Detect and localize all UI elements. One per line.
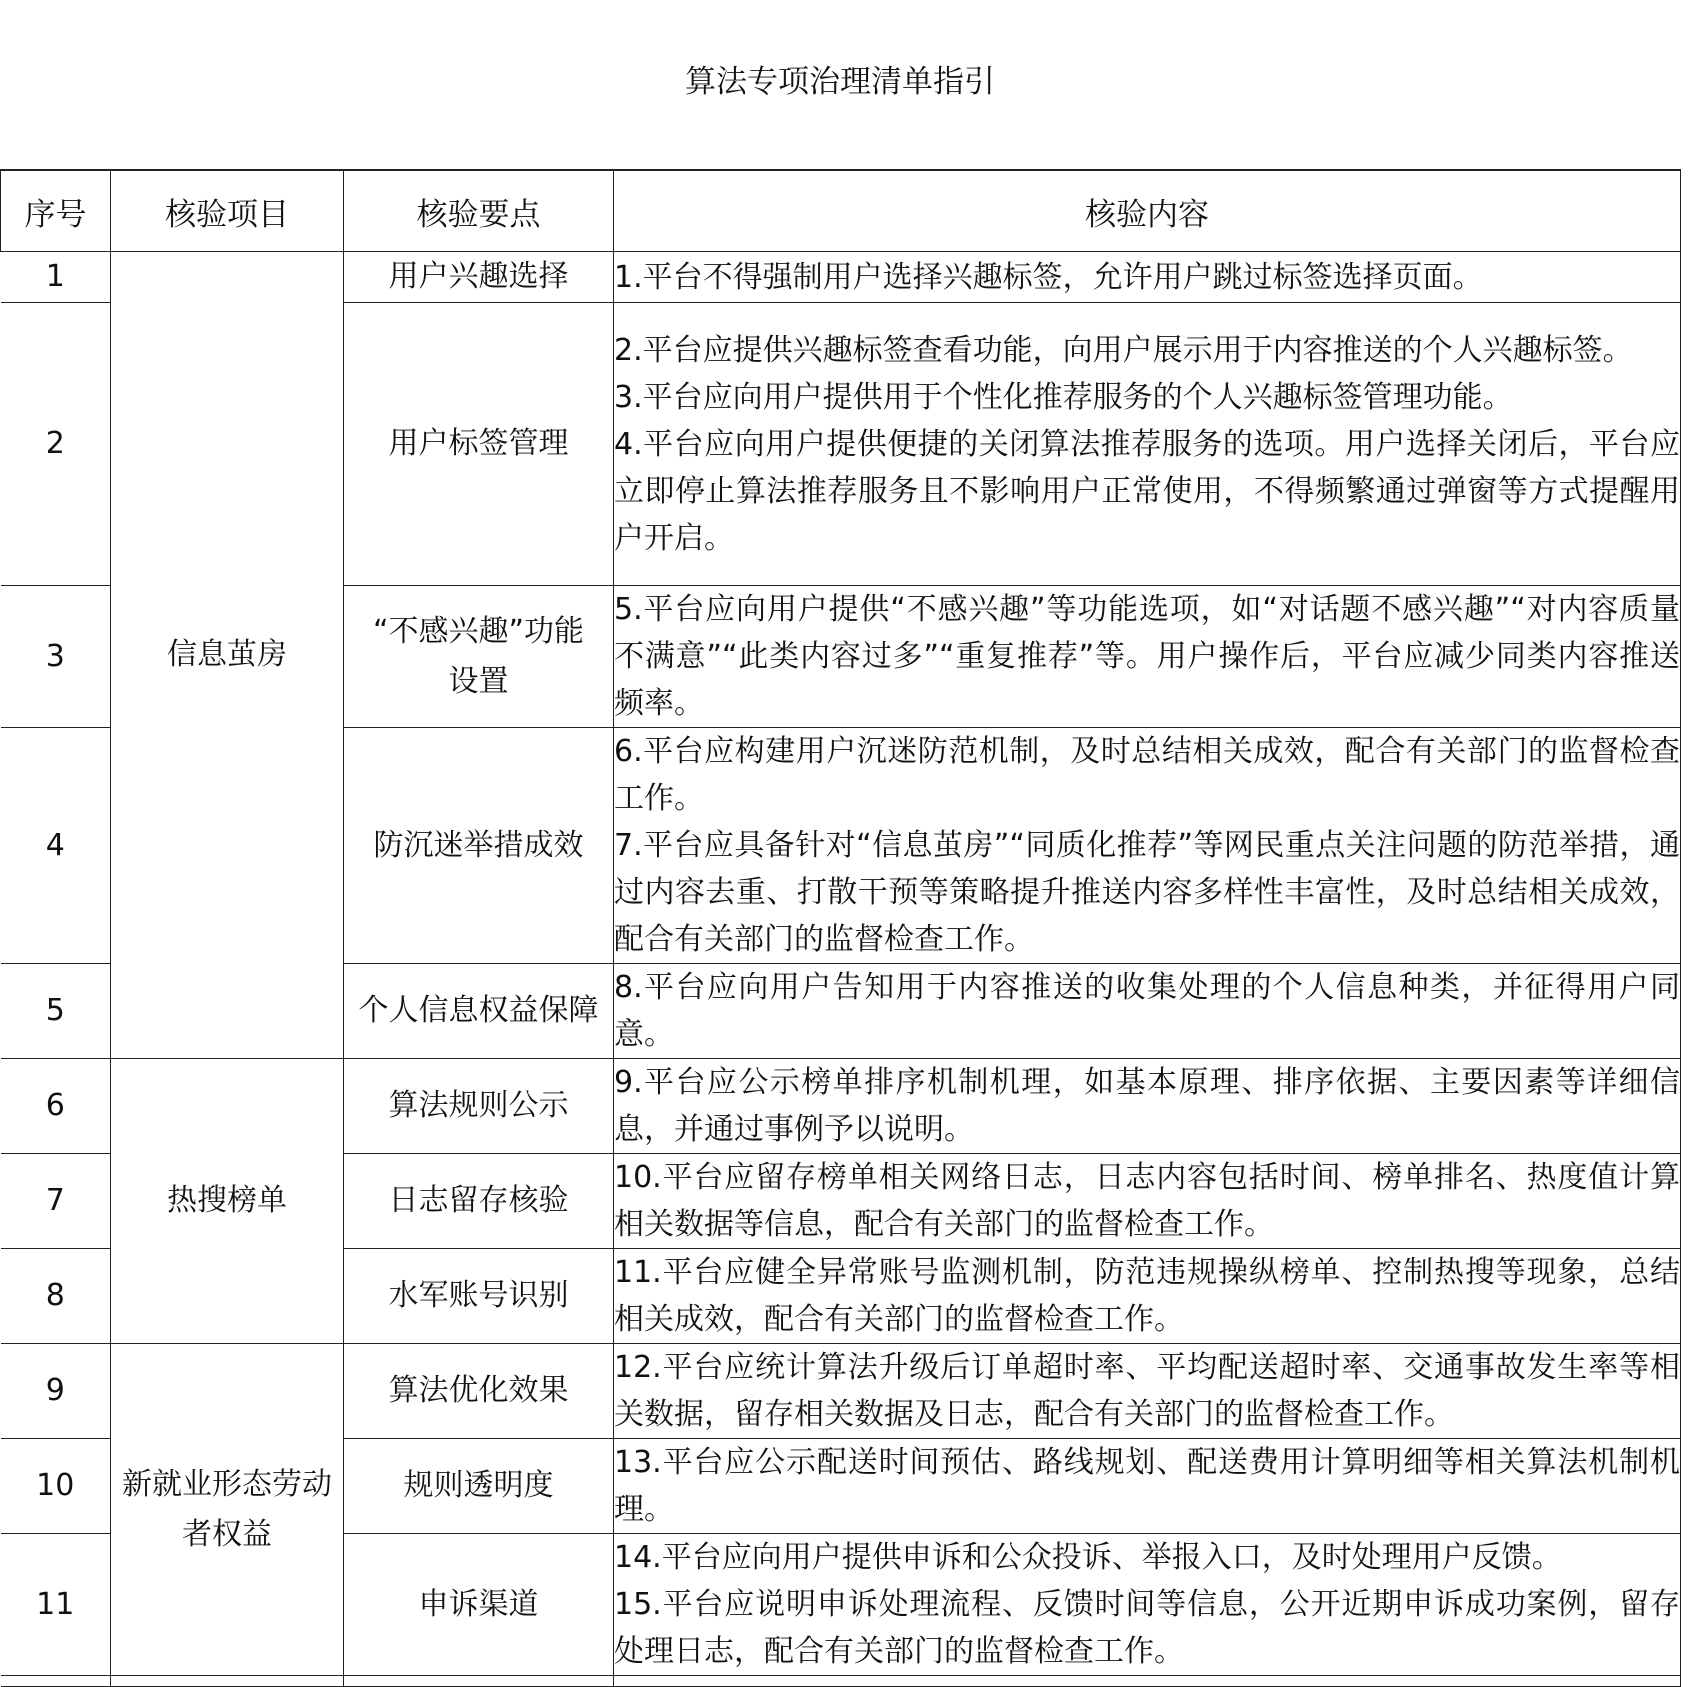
row-number: 5 [1, 964, 111, 1059]
document-title: 算法专项治理清单指引 [685, 64, 995, 100]
content-line: 6.平台应构建用户沉迷防范机制，及时总结相关成效，配合有关部门的监督检查工作。 [614, 734, 1680, 816]
row-number: 2 [1, 303, 111, 586]
row-content [614, 252, 1681, 303]
group-item-gig-workers: 新就业形态劳动者权益 [111, 1344, 344, 1676]
content-line: 13.平台应公示配送时间预估、路线规划、配送费用计算明细等相关算法机制机理。 [614, 1445, 1680, 1527]
content-line: 7.平台应具备针对“信息茧房”“同质化推荐”等网民重点关注问题的防范举措，通过内容去重、打散干预等策略提升推送内容多样性丰富性，及时总结相关成效，配合有关部门的监督检查工作。 [614, 828, 1680, 957]
row-content [614, 964, 1681, 1059]
row-content [614, 1249, 1681, 1344]
row-point: 个人信息权益保障 [344, 964, 614, 1059]
header-item: 核验项目 [111, 170, 344, 252]
row-content [614, 1059, 1681, 1154]
row-content [614, 586, 1681, 728]
content-line: 5.平台应向用户提供“不感兴趣”等功能选项，如“对话题不感兴趣”“对内容质量不满意”“此类内容过多”“重复推荐”等。用户操作后，平台应减少同类内容推送频率。 [614, 592, 1680, 721]
row-content [614, 728, 1681, 964]
row-point: 日志留存核验 [344, 1154, 614, 1249]
content-line: 9.平台应公示榜单排序机制机理，如基本原理、排序依据、主要因素等详细信息，并通过事例予以说明。 [614, 1065, 1680, 1147]
content-line: 10.平台应留存榜单相关网络日志，日志内容包括时间、榜单排名、热度值计算相关数据等信息，配合有关部门的监督检查工作。 [614, 1160, 1680, 1242]
checklist-table [0, 169, 1681, 1687]
content-line: 4.平台应向用户提供便捷的关闭算法推荐服务的选项。用户选择关闭后，平台应立即停止算法推荐服务且不影响用户正常使用，不得频繁通过弹窗等方式提醒用户开启。 [614, 426, 1680, 556]
continuation-cell [1, 1676, 111, 1687]
table-row-continuation [1, 1676, 1681, 1687]
table-row [1, 1344, 1681, 1439]
row-number: 11 [1, 1534, 111, 1676]
content-line: 1.平台不得强制用户选择兴趣标签，允许用户跳过标签选择页面。 [614, 259, 1483, 295]
row-content [614, 1154, 1681, 1249]
content-line: 11.平台应健全异常账号监测机制，防范违规操纵榜单、控制热搜等现象，总结相关成效，配合有关部门的监督检查工作。 [614, 1255, 1680, 1337]
row-number: 4 [1, 728, 111, 964]
content-line: 12.平台应统计算法升级后订单超时率、平均配送超时率、交通事故发生率等相关数据，留存相关数据及日志，配合有关部门的监督检查工作。 [614, 1350, 1680, 1432]
row-point: 规则透明度 [344, 1439, 614, 1534]
row-point: 防沉迷举措成效 [344, 728, 614, 964]
header-number: 序号 [1, 170, 111, 252]
content-line: 14.平台应向用户提供申诉和公众投诉、举报入口，及时处理用户反馈。 [614, 1540, 1562, 1575]
row-number: 9 [1, 1344, 111, 1439]
header-row [1, 170, 1681, 252]
row-number: 3 [1, 586, 111, 728]
continuation-cell [614, 1676, 1681, 1687]
table-row [1, 252, 1681, 303]
content-line: 2.平台应提供兴趣标签查看功能，向用户展示用于内容推送的个人兴趣标签。 [614, 332, 1633, 368]
group-item-info-cocoon: 信息茧房 [111, 252, 344, 1059]
row-point: 申诉渠道 [344, 1534, 614, 1676]
row-point: 水军账号识别 [344, 1249, 614, 1344]
row-content [614, 303, 1681, 586]
row-number: 10 [1, 1439, 111, 1534]
row-point: 用户标签管理 [344, 303, 614, 586]
row-point: “不感兴趣”功能设置 [344, 586, 614, 728]
row-point: 算法规则公示 [344, 1059, 614, 1154]
row-content [614, 1344, 1681, 1439]
row-number: 6 [1, 1059, 111, 1154]
row-content [614, 1534, 1681, 1676]
header-content: 核验内容 [614, 170, 1681, 252]
content-line: 8.平台应向用户告知用于内容推送的收集处理的个人信息种类，并征得用户同意。 [614, 970, 1680, 1052]
header-point: 核验要点 [344, 170, 614, 252]
group-item-hot-search: 热搜榜单 [111, 1059, 344, 1344]
table-row [1, 1059, 1681, 1154]
row-number: 7 [1, 1154, 111, 1249]
row-content [614, 1439, 1681, 1534]
row-number: 8 [1, 1249, 111, 1344]
row-point: 用户兴趣选择 [344, 252, 614, 303]
content-line: 15.平台应说明申诉处理流程、反馈时间等信息，公开近期申诉成功案例，留存处理日志，配合有关部门的监督检查工作。 [614, 1587, 1680, 1669]
continuation-cell [111, 1676, 344, 1687]
content-line: 3.平台应向用户提供用于个性化推荐服务的个人兴趣标签管理功能。 [614, 379, 1513, 415]
row-point: 算法优化效果 [344, 1344, 614, 1439]
row-number: 1 [1, 252, 111, 303]
continuation-cell [344, 1676, 614, 1687]
